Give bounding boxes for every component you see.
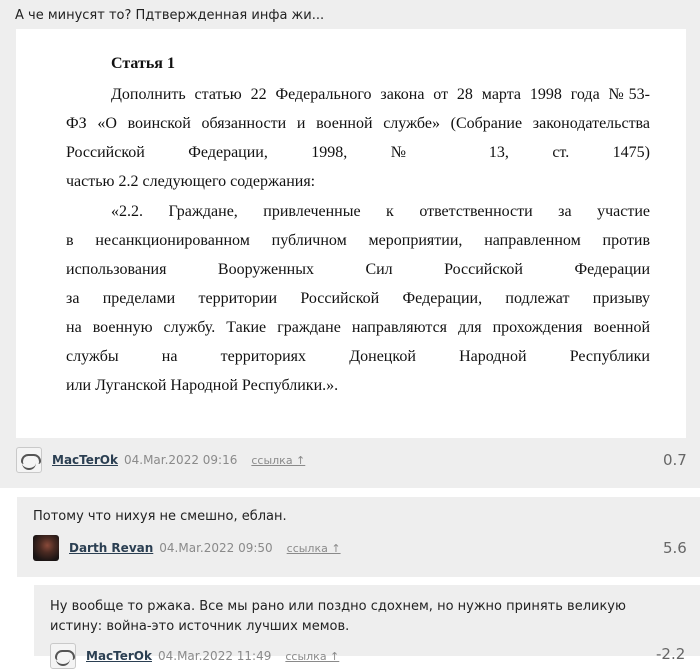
document-line: за пределами территории Российской Федерации, подлежат призыву xyxy=(66,290,650,307)
permalink[interactable]: ссылка ↑ xyxy=(286,541,341,555)
comment-2 xyxy=(17,497,700,577)
comment-date: 04.Мar.2022 11:49 xyxy=(157,649,272,663)
document-line: или Луганской Народной Республики.». xyxy=(66,377,339,394)
comment-text: Потому что нихуя не смешно, еблан. xyxy=(33,509,287,524)
comment-score: -2.2 xyxy=(656,645,686,663)
comment-date: 04.Мar.2022 09:16 xyxy=(123,453,238,467)
permalink[interactable]: ссылка ↑ xyxy=(251,453,306,467)
document-line: на военную службу. Такие граждане направляются для прохождения военной xyxy=(66,319,650,336)
author-link[interactable]: MacTerOk xyxy=(86,649,152,663)
author-link[interactable]: Darth Revan xyxy=(69,541,154,555)
document-line: частью 2.2 следующего содержания: xyxy=(66,173,316,190)
permalink[interactable]: ссылка ↑ xyxy=(285,649,340,663)
comment-3 xyxy=(34,585,700,663)
trollface-avatar-icon[interactable] xyxy=(50,643,76,669)
dark-avatar-icon[interactable] xyxy=(33,535,59,561)
comment-score: 5.6 xyxy=(663,539,687,557)
document-line: ФЗ «О воинской обязанности и военной службе» (Собрание законодательства xyxy=(66,115,650,132)
document-image xyxy=(16,29,686,438)
document-line: службы на территориях Донецкой Народной Республики xyxy=(66,348,650,365)
author-link[interactable]: MacTerOk xyxy=(52,453,118,467)
comment-text: А че минусят то? Пдтвержденная инфа жи... xyxy=(15,8,325,23)
document-line: использования Вооруженных Сил Российской Федерации xyxy=(66,261,650,278)
comment-meta xyxy=(16,447,305,473)
comment-text: Ну вообще то ржака. Все мы рано или поздно сдохнем, но нужно принять великую истину: война-это источник лучших мемов. xyxy=(50,599,626,634)
document-line: «2.2. Граждане, привлеченные к ответственности за участие xyxy=(111,203,650,220)
comment-score: 0.7 xyxy=(663,451,687,469)
comment-meta xyxy=(50,643,339,669)
document-heading: Статья 1 xyxy=(111,55,175,72)
document-line: Дополнить статью 22 Федерального закона от 28 марта 1998 года №53- xyxy=(111,86,650,103)
document-line: Российской Федерации, 1998, № 13, ст. 1475) xyxy=(66,144,650,161)
comment-date: 04.Мar.2022 09:50 xyxy=(159,541,273,555)
document-line: в несанкционированном публичном мероприятии, направленном против xyxy=(66,232,650,249)
comment-meta xyxy=(33,535,341,561)
trollface-avatar-icon[interactable] xyxy=(16,447,42,473)
